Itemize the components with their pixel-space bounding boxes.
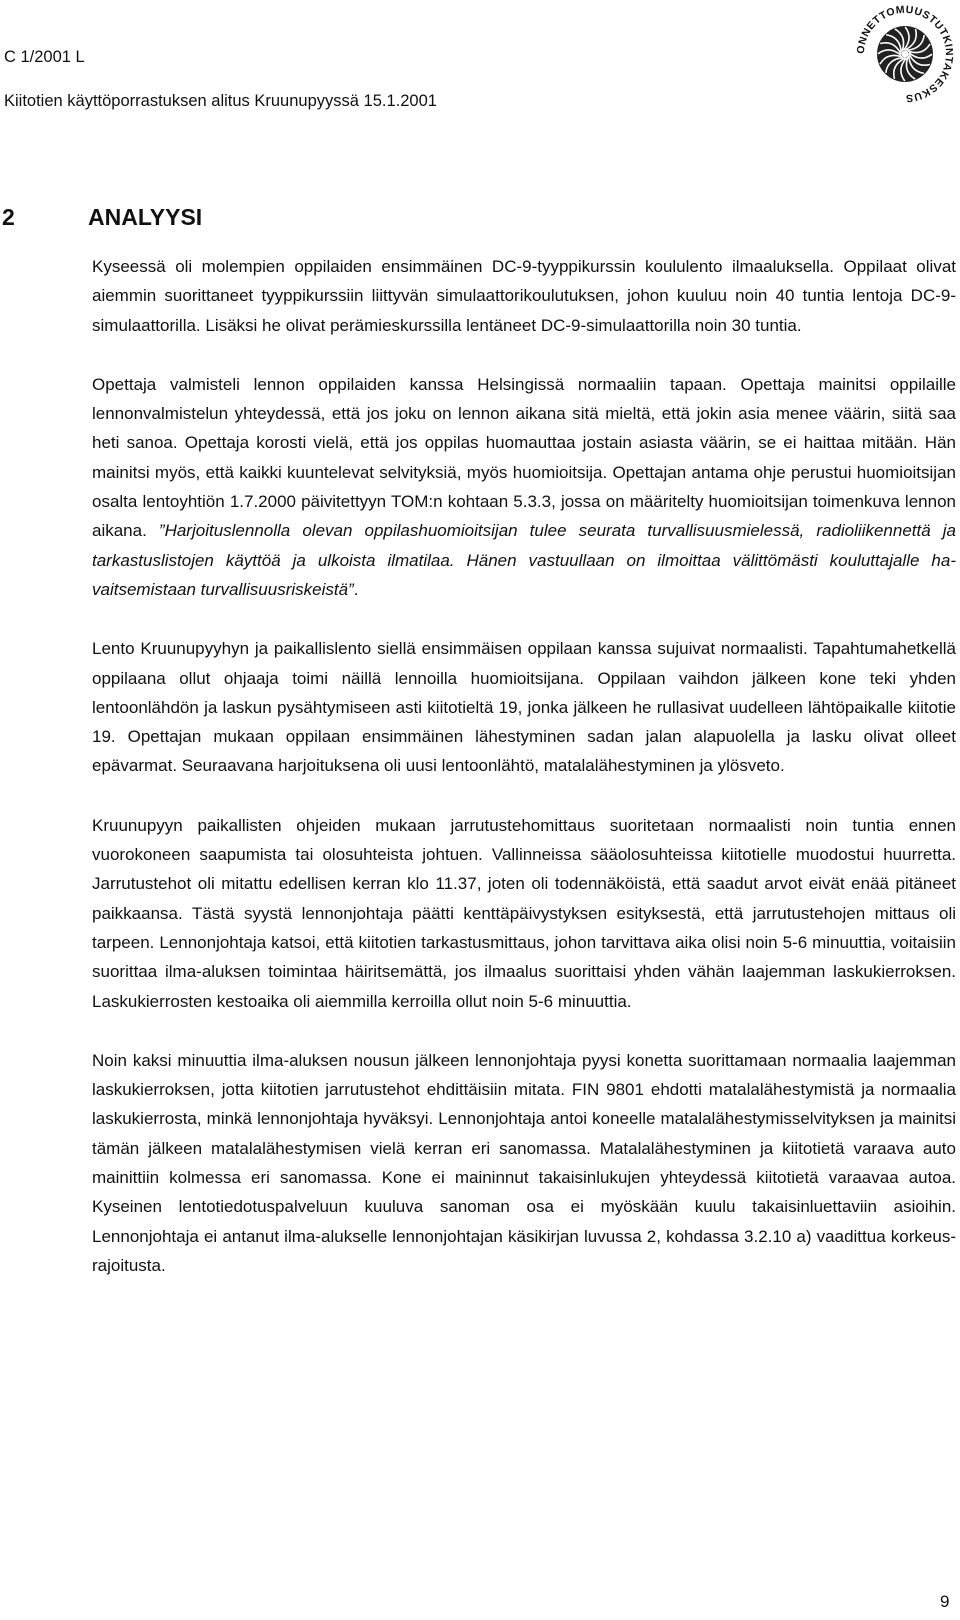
text-run: . bbox=[353, 579, 359, 599]
seal-text: ONNETTOMUUSTUTKINTAKESKUS bbox=[854, 3, 956, 105]
paragraph bbox=[92, 811, 956, 1016]
paragraph bbox=[92, 1046, 956, 1280]
text-run: Opettaja valmisteli lennon oppilaiden kanssa Helsingissä normaaliin tapaan. Opettaja mainitsi oppilaille lennonvalmistelun yhteydessä, että jos joku on lennon aikana sitä mieltä, että jokin asia menee väärin, siitä saa heti sanoa. Opettaja korosti vielä, että jos oppilas huomauttaa jostain asiasta väärin, se ei haittaa mitään. Hän mainitsi myös, että kaikki kuuntelevat selvityksiä, myös huomioitsija. Opettajan antama ohje perustui huomioitsijan osalta lentoyhtiön 1.7.2000 päivitettyyn TOM:n kohtaan 5.3.3, jossa on määritelty huomioitsijan toimenkuva lennon aikana. bbox=[92, 374, 956, 541]
onnettomuustutkintakeskus-seal-icon bbox=[853, 2, 957, 106]
section-title: ANALYYSI bbox=[88, 204, 203, 230]
text-run: Kruunupyyn paikallisten ohjeiden mukaan jarrutustehomittaus suoritetaan normaalisti noin tuntia ennen vuorokoneen saapumista tai olosuhteista johtuen. Vallinneissa sääolosuhteissa kiitotielle muodostui huurretta. Jarrutustehot oli mitattu edellisen kerran klo 11.37, joten oli todennäköistä, että saadut arvot eivät enää pitäneet paikkaansa. Tästä syystä lennonjohtaja päätti kenttäpäivystyksen esityksestä, että jarrutustehojen mittaus oli tarpeen. Lennonjohtaja katsoi, että kiitotien tarkastusmittaus, johon tarvittava aika olisi noin 5-6 minuuttia, voitaisiin suorittaa ilma-aluksen toimintaa häiritsemättä, jos ilmaalus suorittaisi yhden vähän laajemman laskukierroksen. Laskukierrosten kestoaika oli aiemmilla kerroilla ollut noin 5-6 minuuttia. bbox=[92, 815, 956, 1011]
document-code: C 1/2001 L bbox=[4, 48, 85, 66]
body-text bbox=[92, 252, 956, 1280]
section-number: 2 bbox=[2, 204, 15, 230]
quoted-instruction: ”Harjoituslennolla olevan oppilashuomioitsijan tulee seurata turvallisuusmielessä, radioliikennettä ja tarkastuslistojen käyttöä ja ulkoista ilmatilaa. Hänen vastuullaan on ilmoittaa välittömästi kouluttajalle havaitsemistaan turvallisuusriskeistä” bbox=[92, 521, 956, 599]
document-title: Kiitotien käyttöporrastuksen alitus Kruunupyyssä 15.1.2001 bbox=[4, 92, 437, 110]
paragraph bbox=[92, 370, 956, 604]
section-heading bbox=[2, 204, 202, 231]
text-run: Noin kaksi minuuttia ilma-aluksen nousun jälkeen lennonjohtaja pyysi konetta suorittamaan normaalia laajemman laskukierroksen, jotta kiitotien jarrutustehot ehdittäisiin mitata. FIN 9801 ehdotti matalalähestymistä ja normaalia laskukierrosta, minkä lennonjohtaja hyväksyi. Lennonjohtaja antoi koneelle matalalähestymisselvityksen ja mainitsi tämän jälkeen matalalähestymisen vielä kerran eri sanomassa. Matalalähestyminen ja kiitotietä varaava auto mainittiin kolmessa eri sanomassa. Kone ei maininnut takaisinlukujen yhteydessä kiitotietä varaavaa autoa. Kyseinen lentotiedotuspalveluun kuuluva sanoman osa ei myöskään kuulu takaisinluettaviin asioihin. Lennonjohtaja ei antanut ilma-alukselle lennonjohtajan käsikirjan luvussa 2, kohdassa 3.2.10 a) vaadittua korkeusrajoitusta. bbox=[92, 1050, 956, 1275]
text-run: Kyseessä oli molempien oppilaiden ensimmäinen DC-9-tyyppikurssin koululento ilmaaluksella. Oppilaat olivat aiemmin suorittaneet tyyppikurssiin liittyvän simulaattorikoulutuksen, johon kuuluu noin 40 tuntia lentoja DC-9-simulaattorilla. Lisäksi he olivat perämieskurssilla lentäneet DC-9-simulaattorilla noin 30 tuntia. bbox=[92, 257, 956, 335]
page-number: 9 bbox=[940, 1592, 950, 1611]
paragraph bbox=[92, 634, 956, 780]
text-run: Lento Kruunupyyhyn ja paikallislento siellä ensimmäisen oppilaan kanssa sujuivat normaalisti. Tapahtumahetkellä oppilaana ollut ohjaaja toimi näillä lennoilla huomioitsijana. Oppilaan vaihdon jälkeen kone teki yhden lentoonlähdön ja laskun pysähtymiseen asti kiitotieltä 19, jonka jälkeen he rullasivat uudelleen lähtöpaikalle kiitotie 19. Opettajan mukaan oppilaan ensimmäinen lähestyminen sadan jalan alapuolella ja lasku olivat olleet epävarmat. Seuraavana harjoituksena oli uusi lentoonlähtö, matalalähestyminen ja ylösveto. bbox=[92, 639, 956, 776]
paragraph bbox=[92, 252, 956, 340]
